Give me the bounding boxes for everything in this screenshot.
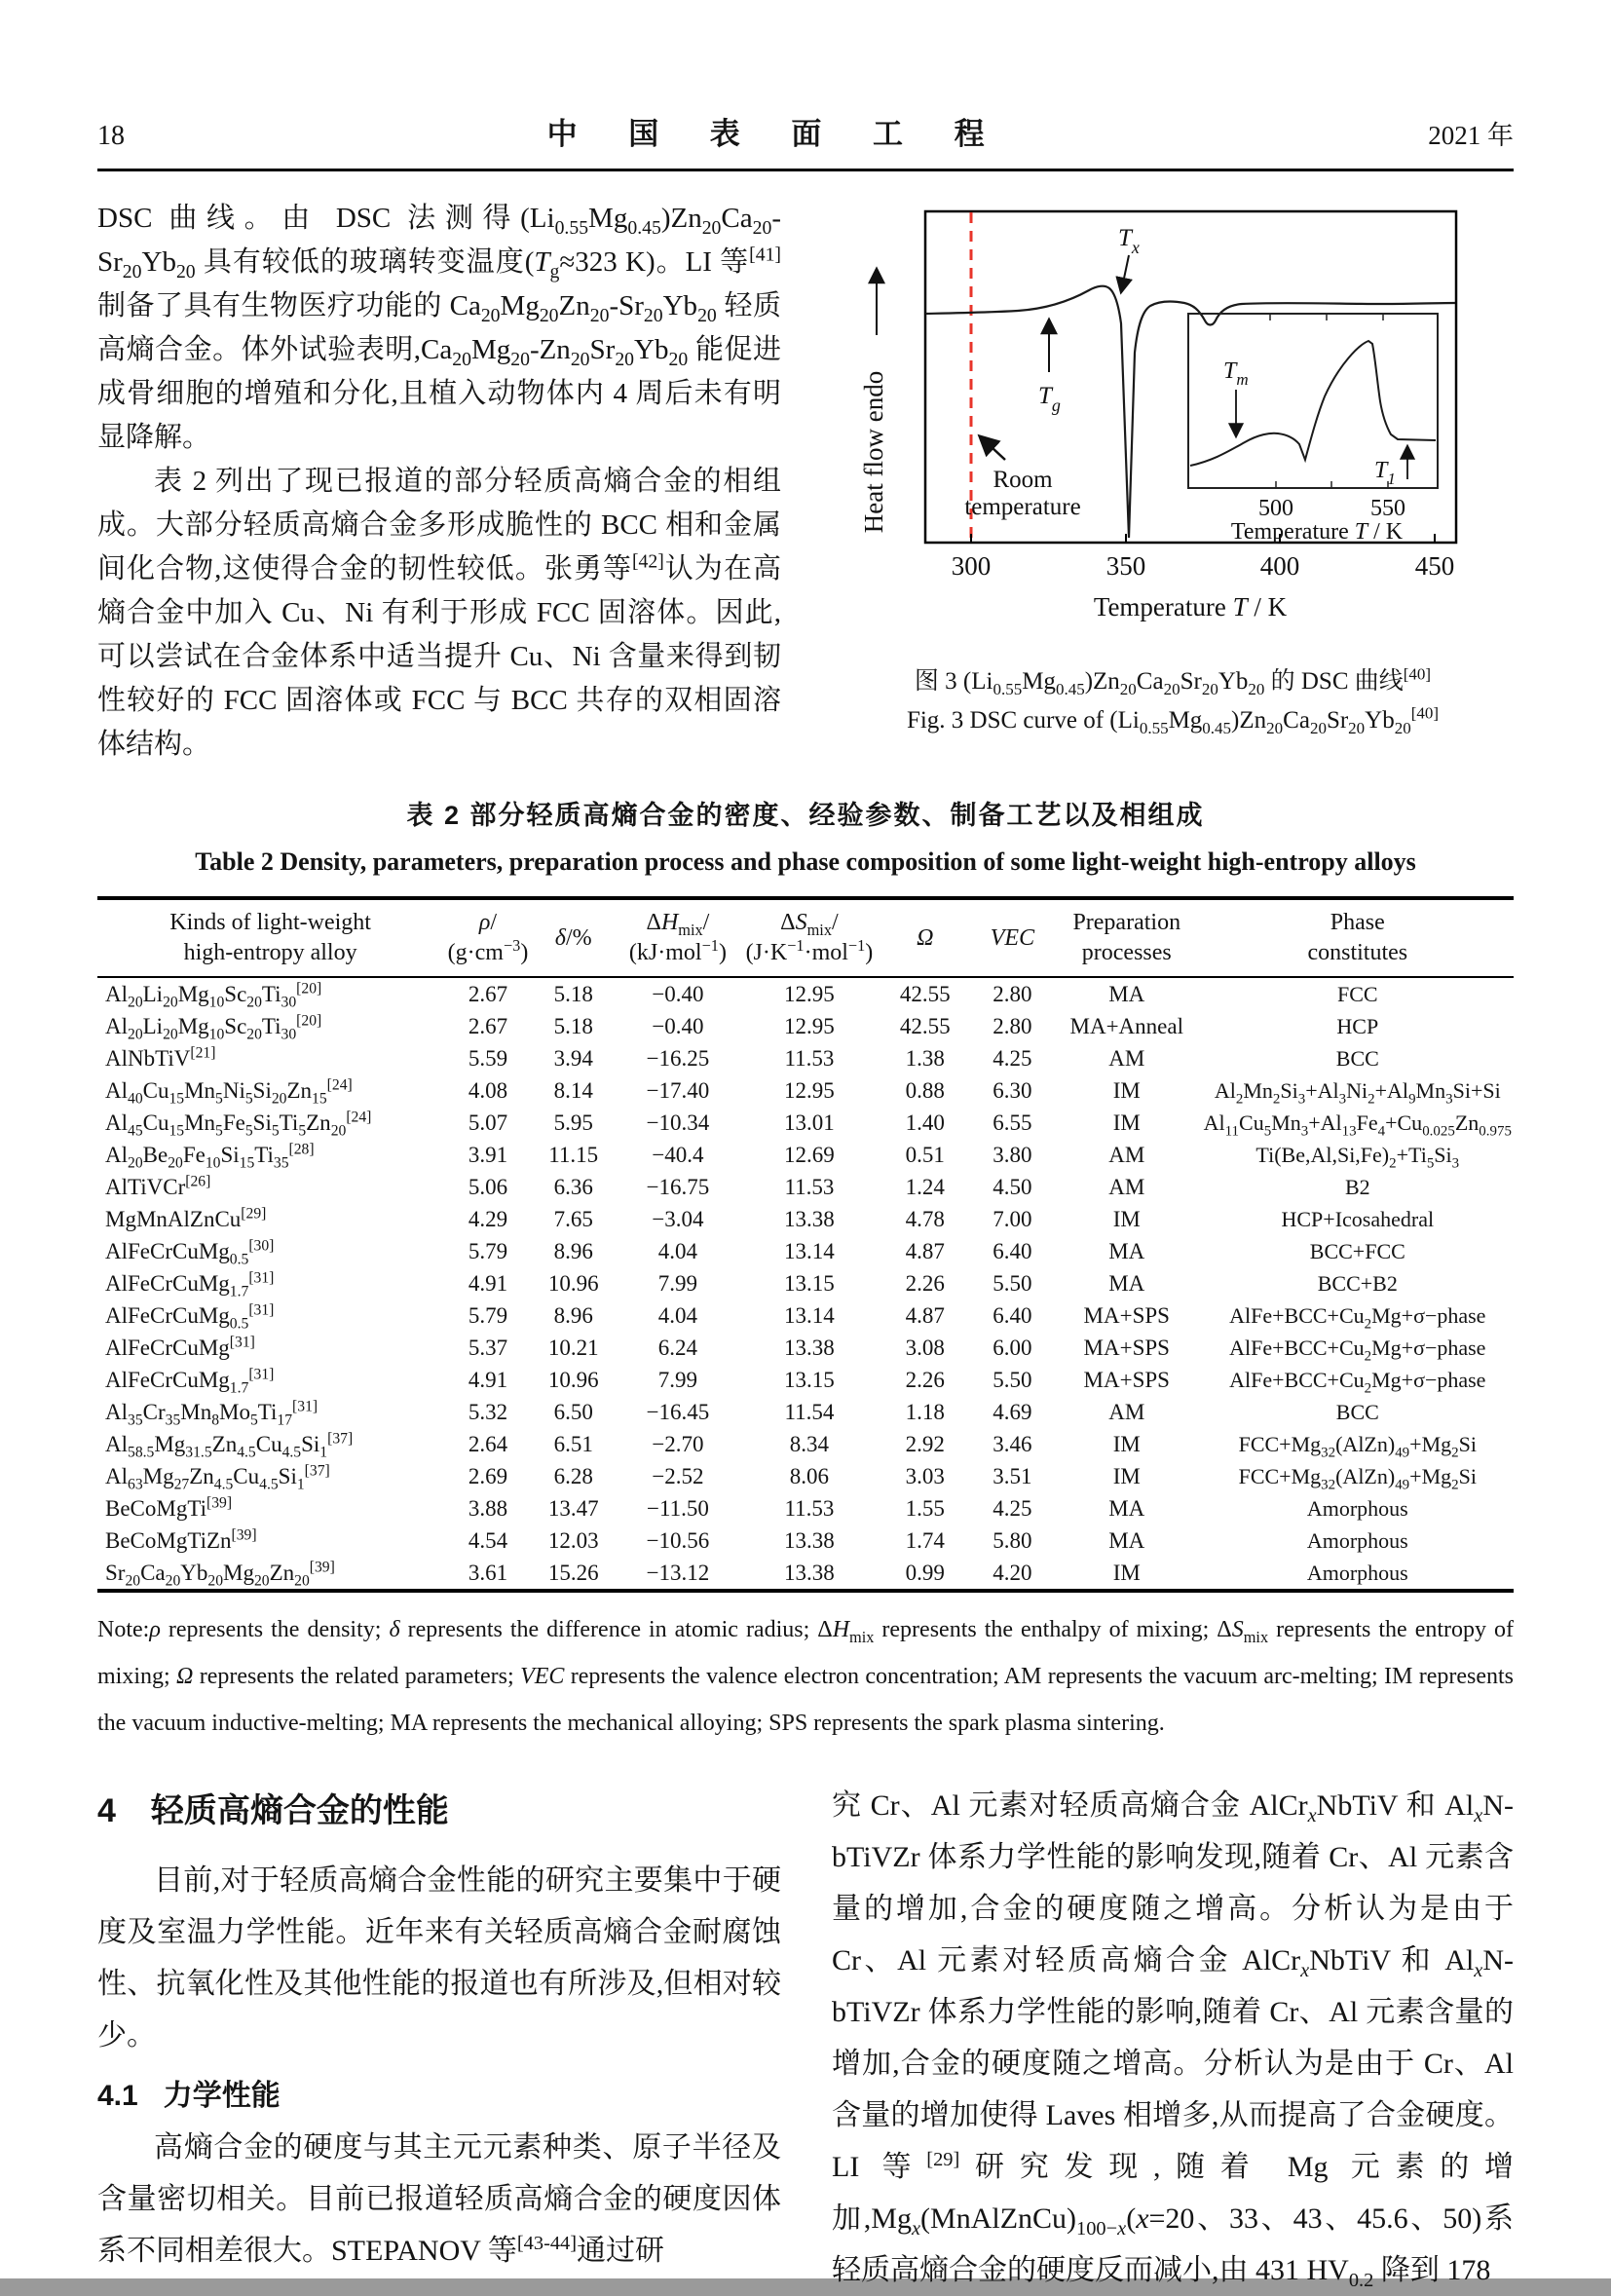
alloy-formula: AlFeCrCuMg$_{0.5}$[30]: [105, 1237, 275, 1268]
vec-value: 2.80: [993, 982, 1032, 1006]
omega-value: 0.51: [905, 1143, 945, 1167]
room-label-line2: temperature: [964, 494, 1081, 520]
preparation-process: MA: [1108, 1271, 1145, 1296]
omega-value: 42.55: [899, 982, 951, 1006]
phase-constitutes: HCP: [1336, 1014, 1379, 1038]
preparation-process: AM: [1108, 1400, 1145, 1424]
page-header: [97, 0, 1514, 153]
phase-constitutes: BCC+FCC: [1309, 1239, 1405, 1263]
table-row: [97, 1428, 1514, 1460]
figure-caption-en: Fig. 3 DSC curve of $(Li_{0.55}Mg_{0.45})Zn_{20}Ca_{20}Sr_{20}Yb_{20}[40]$: [906, 703, 1440, 737]
preparation-process: MA: [1108, 1528, 1145, 1553]
density-value: 4.29: [468, 1207, 508, 1231]
vec-value: 3.46: [993, 1432, 1032, 1456]
delta-value: 8.14: [553, 1078, 593, 1103]
alloy-formula: AlNbTiV[21]: [105, 1044, 216, 1071]
delta-value: 8.96: [553, 1239, 593, 1263]
top-section: [97, 197, 1514, 767]
x-axis-label: Temperature T / K: [1093, 592, 1288, 621]
entropy-value: 13.38: [784, 1336, 835, 1360]
col-header-vec: VEC: [990, 924, 1035, 951]
density-value: 4.91: [468, 1271, 508, 1296]
phase-constitutes: Amorphous: [1306, 1528, 1408, 1553]
preparation-process: MA: [1108, 1496, 1145, 1521]
vec-value: 3.51: [993, 1464, 1032, 1488]
inset-frame: [1188, 314, 1438, 488]
entropy-value: 8.06: [789, 1464, 830, 1488]
preparation-process: AM: [1108, 1143, 1145, 1167]
omega-value: 1.24: [905, 1175, 945, 1199]
section-4-heading: [97, 1784, 781, 1831]
paragraph-table2-intro: 表 2 列出了现已报道的部分轻质高熵合金的相组成。大部分轻质高熵合金多形成脆性的 BCC 相和金属间化合物,这使得合金的韧性较低。张勇等[42]认为在高熵合金中加入 Cu、Ni 有利于形成 FCC 固溶体。因此,可以尝试在合金体系中适当提升 Cu、Ni 含量来得到韧性较好的 FCC 固溶体或 FCC 与 BCC 共存的双相固溶体结构。: [97, 466, 781, 760]
table-row: [97, 1139, 1514, 1171]
enthalpy-value: 7.99: [657, 1368, 698, 1392]
density-value: 2.69: [468, 1464, 508, 1488]
preparation-process: IM: [1112, 1207, 1141, 1231]
density-value: 5.79: [468, 1239, 508, 1263]
table-body: [97, 977, 1514, 1591]
inset-tick-label-500: 500: [1258, 496, 1293, 521]
enthalpy-value: −17.40: [646, 1078, 710, 1103]
phase-constitutes: Amorphous: [1306, 1496, 1408, 1521]
table-note: Note:ρ represents the density; δ represents the difference in atomic radius; $\Delta H_{mix}$ represents the enthalpy of mixing; $\Delta S_{mix}$ represents the entropy of mixing; Ω represents the related parameters; VEC represents the valence electron concentration; AM represents the vacuum arc-melting; IM represents the vacuum inductive-melting; MA represents the mechanical alloying; SPS represents the spark plasma sintering.: [97, 1617, 1515, 1736]
enthalpy-value: −16.45: [646, 1400, 710, 1424]
omega-value: 1.38: [905, 1046, 945, 1071]
entropy-value: 11.53: [784, 1496, 835, 1521]
table-row: [97, 1203, 1514, 1235]
section-4-1-paragraph: 高熵合金的硬度与其主元元素种类、原子半径及含量密切相关。目前已报道轻质高熵合金的硬度因体系不同相差很大。STEPANOV 等[43-44]通过研: [97, 2131, 781, 2267]
density-value: 2.67: [468, 982, 508, 1006]
density-value: 5.37: [468, 1336, 508, 1360]
omega-value: 42.55: [899, 1014, 951, 1038]
omega-value: 0.88: [905, 1078, 945, 1103]
left-column-top: [97, 197, 781, 767]
density-value: 5.06: [468, 1175, 508, 1199]
density-value: 2.64: [468, 1432, 508, 1456]
table-row: [97, 1460, 1514, 1492]
enthalpy-value: −16.75: [646, 1175, 710, 1199]
inset-tick-label-550: 550: [1370, 496, 1405, 521]
alloy-formula: BeCoMgTiZn[39]: [105, 1526, 257, 1553]
delta-value: 10.21: [547, 1336, 599, 1360]
delta-value: 11.15: [548, 1143, 599, 1167]
tx-arrow: [1121, 255, 1129, 292]
alloy-formula: AlFeCrCuMg$_{0.5}$[31]: [105, 1301, 275, 1333]
page-number: 18: [97, 121, 125, 151]
alloy-formula: $Al_{40}Cu_{15}Mn_5Ni_5Si_{20}Zn_{15}[24]$: [105, 1076, 353, 1108]
omega-value: 2.92: [905, 1432, 945, 1456]
delta-value: 7.65: [553, 1207, 593, 1231]
delta-value: 10.96: [547, 1271, 599, 1296]
omega-value: 1.18: [905, 1400, 945, 1424]
table-row: [97, 1042, 1514, 1074]
vec-value: 4.50: [993, 1175, 1032, 1199]
delta-value: 5.18: [553, 982, 593, 1006]
tx-label: $T_x$: [1118, 225, 1140, 257]
enthalpy-value: −2.52: [652, 1464, 704, 1488]
table-row: [97, 1235, 1514, 1267]
alloy-formula: AlTiVCr[26]: [105, 1173, 211, 1199]
phase-constitutes: $FCC+Mg_{32}(AlZn)_{49}+Mg_2Si$: [1238, 1464, 1477, 1493]
x-tick-label-400: 400: [1259, 551, 1300, 581]
phase-constitutes: FCC: [1336, 982, 1378, 1006]
section-4-1-title: 力学性能: [163, 2080, 281, 2112]
section-4-title: 轻质高熵合金的性能: [150, 1792, 449, 1829]
dsc-chart: [838, 197, 1512, 659]
density-value: 5.59: [468, 1046, 508, 1071]
phase-constitutes: BCC: [1335, 1400, 1379, 1424]
preparation-process: IM: [1112, 1561, 1141, 1585]
density-value: 3.88: [468, 1496, 508, 1521]
enthalpy-value: 6.24: [657, 1336, 698, 1360]
table-row: [97, 1396, 1514, 1428]
tg-label: $T_g$: [1038, 383, 1061, 415]
journal-title: 中 国 表 面 工 程: [546, 117, 1006, 151]
table-row: [97, 1107, 1514, 1139]
preparation-process: IM: [1112, 1432, 1141, 1456]
density-value: 4.08: [468, 1078, 508, 1103]
vec-value: 5.50: [993, 1271, 1032, 1296]
vec-value: 4.69: [993, 1400, 1032, 1424]
delta-value: 6.51: [553, 1432, 593, 1456]
preparation-process: AM: [1108, 1046, 1145, 1071]
table-row: [97, 1364, 1514, 1396]
vec-value: 6.30: [993, 1078, 1032, 1103]
density-value: 3.91: [468, 1143, 508, 1167]
density-value: 5.07: [468, 1110, 508, 1135]
enthalpy-value: 4.04: [657, 1239, 698, 1263]
table-row: [97, 1299, 1514, 1332]
phase-constitutes: BCC+B2: [1317, 1271, 1398, 1296]
bottom-section: [97, 1780, 1514, 2296]
alloy-formula: AlFeCrCuMg$_{1.7}$[31]: [105, 1366, 275, 1397]
table-title-cn: 表 2 部分轻质高熵合金的密度、经验参数、制备工艺以及相组成: [406, 801, 1205, 830]
alloy-formula: $Al_{58.5}Mg_{31.5}Zn_{4.5}Cu_{4.5}Si_1[37]$: [105, 1430, 354, 1461]
preparation-process: MA: [1108, 982, 1145, 1006]
delta-value: 6.50: [553, 1400, 593, 1424]
entropy-value: 12.95: [784, 1014, 835, 1038]
omega-value: 2.26: [905, 1271, 945, 1296]
enthalpy-value: −40.4: [652, 1143, 704, 1167]
alloy-formula: $Al_{20}Li_{20}Mg_{10}Sc_{20}Ti_{30}[20]$: [105, 980, 322, 1011]
density-value: 4.54: [468, 1528, 508, 1553]
col-header-phase: Phase constitutes: [1307, 910, 1408, 965]
preparation-process: MA+SPS: [1083, 1368, 1170, 1392]
preparation-process: AM: [1108, 1175, 1145, 1199]
vec-value: 4.25: [993, 1046, 1032, 1071]
x-tick-label-300: 300: [951, 551, 992, 581]
preparation-process: IM: [1112, 1110, 1141, 1135]
enthalpy-value: −16.25: [646, 1046, 710, 1071]
table-title-en: Table 2 Density, parameters, preparation process and phase composition of some light-weight high-entropy alloys: [195, 847, 1416, 876]
delta-value: 15.26: [547, 1561, 599, 1585]
density-value: 5.79: [468, 1303, 508, 1328]
preparation-process: IM: [1112, 1464, 1141, 1488]
table-row: [97, 977, 1514, 1010]
header-rule: [97, 169, 1514, 171]
phase-constitutes: $Al_2Mn_2Si_3+Al_3Ni_2+Al_9Mn_3Si+Si$: [1214, 1078, 1501, 1108]
vec-value: 2.80: [993, 1014, 1032, 1038]
omega-value: 2.26: [905, 1368, 945, 1392]
table-section: [97, 794, 1514, 1747]
preparation-process: MA+SPS: [1083, 1336, 1170, 1360]
entropy-value: 13.14: [784, 1303, 835, 1328]
preparation-process: MA: [1108, 1239, 1145, 1263]
delta-value: 13.47: [547, 1496, 599, 1521]
density-value: 3.61: [468, 1561, 508, 1585]
delta-value: 6.28: [553, 1464, 593, 1488]
phase-constitutes: $FCC+Mg_{32}(AlZn)_{49}+Mg_2Si$: [1238, 1432, 1477, 1461]
entropy-value: 13.15: [784, 1368, 835, 1392]
entropy-value: 8.34: [789, 1432, 830, 1456]
alloy-formula: $Sr_{20}Ca_{20}Yb_{20}Mg_{20}Zn_{20}[39]$: [105, 1559, 335, 1590]
enthalpy-value: −3.04: [652, 1207, 704, 1231]
omega-value: 1.74: [905, 1528, 945, 1553]
entropy-value: 13.15: [784, 1271, 835, 1296]
omega-value: 4.78: [905, 1207, 945, 1231]
enthalpy-value: −2.70: [652, 1432, 704, 1456]
phase-constitutes: $AlFe+BCC+Cu_2Mg+\sigma-phase$: [1229, 1336, 1486, 1365]
vec-value: 7.00: [993, 1207, 1032, 1231]
vec-value: 6.40: [993, 1303, 1032, 1328]
col-header-delta: δ/%: [554, 924, 592, 951]
delta-value: 10.96: [547, 1368, 599, 1392]
density-value: 2.67: [468, 1014, 508, 1038]
paragraph-dsc: DSC 曲线。由 DSC 法测得$(Li_{0.55}Mg_{0.45})Zn_{20}Ca_{20}-Sr_{20}Yb_{20}$ 具有较低的玻璃转变温度($T_g\approx 323$ K)。LI 等[41]制备了具有生物医疗功能的 $Ca_{20}Mg_{20}Zn_{20}-Sr_{20}Yb_{20}$ 轻质高熵合金。体外试验表明$,Ca_{20}Mg_{20}-Zn_{20}Sr_{20}Yb_{20}$ 能促进成骨细胞的增殖和分化,且植入动物体内 4 周后未有明显降解。: [97, 203, 781, 453]
entropy-value: 11.54: [784, 1400, 835, 1424]
phase-constitutes: $AlFe+BCC+Cu_2Mg+\sigma-phase$: [1229, 1368, 1486, 1397]
table-row: [97, 1267, 1514, 1299]
omega-value: 4.87: [905, 1303, 945, 1328]
table-row: [97, 1524, 1514, 1557]
col-header-entropy: $\Delta S_{mix}/$ $(J\cdot K^{-1}\cdot mol^{-1})$: [745, 910, 874, 965]
enthalpy-value: −0.40: [652, 1014, 704, 1038]
alloy-formula: AlFeCrCuMg[31]: [105, 1334, 255, 1360]
alloy-formula: $Al_{20}Li_{20}Mg_{10}Sc_{20}Ti_{30}[20]$: [105, 1012, 322, 1043]
alloy-formula: AlFeCrCuMg$_{1.7}$[31]: [105, 1269, 275, 1300]
vec-value: 6.55: [993, 1110, 1032, 1135]
x-tick-label-450: 450: [1414, 551, 1455, 581]
phase-constitutes: $Ti(Be,Al,Si,Fe)_2+Ti_5Si_3$: [1255, 1143, 1460, 1172]
vec-value: 5.50: [993, 1368, 1032, 1392]
enthalpy-value: −13.12: [646, 1561, 710, 1585]
table-row: [97, 1010, 1514, 1042]
right-column-bottom: [832, 1780, 1514, 2296]
alloy-table: [97, 896, 1514, 1593]
vec-value: 6.40: [993, 1239, 1032, 1263]
section-4-1-number: 4.1: [97, 2080, 138, 2112]
density-value: 5.32: [468, 1400, 508, 1424]
delta-value: 5.95: [553, 1110, 593, 1135]
entropy-value: 12.95: [784, 982, 835, 1006]
figure-caption-cn: 图 3 $(Li_{0.55}Mg_{0.45})Zn_{20}Ca_{20}Sr_{20}Yb_{20}$ 的 DSC 曲线[40]: [914, 664, 1432, 698]
t1-label: $T_1$: [1374, 458, 1396, 488]
omega-value: 0.99: [905, 1561, 945, 1585]
tm-label: $T_m$: [1223, 358, 1249, 389]
section-4-paragraph: 目前,对于轻质高熵合金性能的研究主要集中于硬度及室温力学性能。近年来有关轻质高熵合金耐腐蚀性、抗氧化性及其他性能的报道也有所涉及,但相对较少。: [97, 1864, 781, 2051]
omega-value: 3.03: [905, 1464, 945, 1488]
x-tick-label-350: 350: [1105, 551, 1146, 581]
delta-value: 5.18: [553, 1014, 593, 1038]
alloy-formula: $Al_{45}Cu_{15}Mn_5Fe_5Si_5Ti_5Zn_{20}[24]$: [105, 1109, 372, 1140]
alloy-formula: $Al_{63}Mg_{27}Zn_{4.5}Cu_{4.5}Si_1[37]$: [105, 1462, 330, 1493]
col-header-enthalpy: $\Delta H_{mix}/$ (kJ·mol$^{-1}$): [628, 910, 727, 965]
vec-value: 6.00: [993, 1336, 1032, 1360]
right-column-top: [832, 197, 1514, 767]
table-row: [97, 1074, 1514, 1107]
table-header-row: [97, 898, 1514, 977]
vec-value: 3.80: [993, 1143, 1032, 1167]
delta-value: 3.94: [553, 1046, 593, 1071]
vec-value: 4.20: [993, 1561, 1032, 1585]
entropy-value: 12.69: [784, 1143, 835, 1167]
enthalpy-value: −10.34: [646, 1110, 710, 1135]
phase-constitutes: $Al_{11}Cu_5Mn_3+Al_{13}Fe_4+Cu_{0.025}Zn_{0.975}$: [1203, 1110, 1512, 1140]
preparation-process: IM: [1112, 1078, 1141, 1103]
entropy-value: 13.38: [784, 1528, 835, 1553]
room-label-line1: Room: [993, 467, 1053, 493]
col-header-alloy: Kinds of light-weight high-entropy alloy: [169, 910, 371, 965]
y-axis-label: Heat flow endo: [859, 370, 888, 534]
omega-value: 1.55: [905, 1496, 945, 1521]
entropy-value: 11.53: [784, 1046, 835, 1071]
phase-constitutes: Amorphous: [1306, 1561, 1408, 1585]
alloy-formula: $Al_{35}Cr_{35}Mn_8Mo_5Ti_{17}[31]$: [105, 1398, 318, 1429]
entropy-value: 13.14: [784, 1239, 835, 1263]
table-row: [97, 1492, 1514, 1524]
inset-x-axis-label: Temperature T / K: [1230, 519, 1404, 545]
delta-value: 6.36: [553, 1175, 593, 1199]
enthalpy-value: −0.40: [652, 982, 704, 1006]
section-4-number: 4: [97, 1792, 116, 1829]
alloy-formula: $Al_{20}Be_{20}Fe_{10}Si_{15}Ti_{35}[28]$: [105, 1141, 315, 1172]
entropy-value: 13.01: [784, 1110, 835, 1135]
omega-value: 1.40: [905, 1110, 945, 1135]
continuation-paragraph: 究 Cr、Al 元素对轻质高熵合金 AlCr$_x$NbTiV 和 $Al_xN$-bTiVZr 体系力学性能的影响发现,随着 Cr、Al 元素含量的增加,合金的硬度随之增高。分析认为是由于 Cr、Al 元素对轻质高熵合金 AlCr$_x$NbTiV 和 $Al_xN$-bTiVZr 体系力学性能的影响,随着 Cr、Al 元素含量的增加,合金的硬度随之增高。分析认为是由于 Cr、Al 含量的增加使得 Laves 相增多,从而提高了合金硬度。LI 等[29]研究发现,随着 Mg 元素的增加$,Mg_x(MnAlZnCu)_{100-x}(x=20$、33、43、45.6、50)系轻质高熵合金的硬度反而减小,由 431 $HV_{0.2}$ 降到 178: [832, 1789, 1514, 2291]
preparation-process: MA+SPS: [1083, 1303, 1170, 1328]
publication-year: 2021 年: [1428, 121, 1514, 150]
entropy-value: 13.38: [784, 1207, 835, 1231]
section-4-1-heading: [97, 2071, 781, 2114]
col-header-preparation: Preparation processes: [1072, 910, 1181, 965]
entropy-value: 12.95: [784, 1078, 835, 1103]
figure-3: [832, 197, 1514, 740]
entropy-value: 13.38: [784, 1561, 835, 1585]
density-value: 4.91: [468, 1368, 508, 1392]
left-column-bottom: [97, 1780, 781, 2296]
delta-value: 12.03: [547, 1528, 599, 1553]
preparation-process: MA+Anneal: [1069, 1014, 1183, 1038]
phase-constitutes: B2: [1344, 1175, 1370, 1199]
enthalpy-value: −10.56: [646, 1528, 710, 1553]
enthalpy-value: 4.04: [657, 1303, 698, 1328]
table-row: [97, 1557, 1514, 1591]
omega-value: 3.08: [905, 1336, 945, 1360]
col-header-density: ρ/ $(g\cdot cm^{-3})$: [447, 910, 529, 965]
omega-value: 4.87: [905, 1239, 945, 1263]
table-row: [97, 1332, 1514, 1364]
col-header-omega: Ω: [917, 924, 934, 951]
vec-value: 5.80: [993, 1528, 1032, 1553]
phase-constitutes: BCC: [1335, 1046, 1379, 1071]
delta-value: 8.96: [553, 1303, 593, 1328]
alloy-formula: BeCoMgTi[39]: [105, 1494, 233, 1521]
entropy-value: 11.53: [784, 1175, 835, 1199]
enthalpy-value: −11.50: [646, 1496, 709, 1521]
enthalpy-value: 7.99: [657, 1271, 698, 1296]
room-temperature-arrow: [980, 436, 1005, 460]
phase-constitutes: HCP+Icosahedral: [1281, 1207, 1435, 1231]
table-row: [97, 1171, 1514, 1203]
vec-value: 4.25: [993, 1496, 1032, 1521]
phase-constitutes: $AlFe+BCC+Cu_2Mg+\sigma-phase$: [1229, 1303, 1486, 1333]
alloy-formula: MgMnAlZnCu[29]: [105, 1205, 267, 1231]
